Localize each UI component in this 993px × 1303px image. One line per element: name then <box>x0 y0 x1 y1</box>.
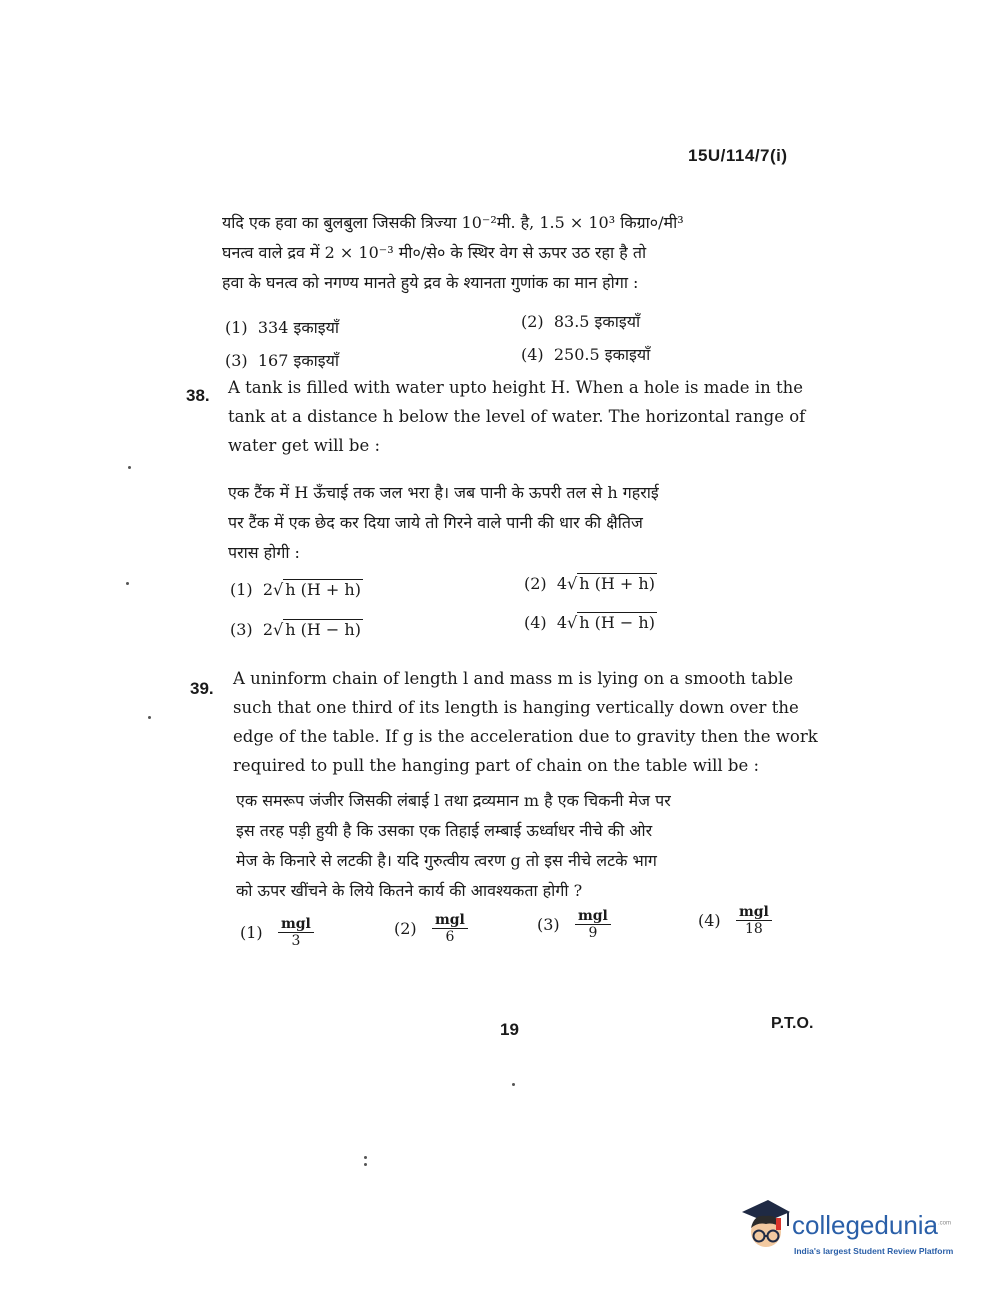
scan-speck <box>128 466 131 469</box>
q38-en-line-1: A tank is filled with water upto height H. When a hole is made in the <box>228 378 803 397</box>
q39-en-line-1: A uninform chain of length l and mass m is lying on a smooth table <box>233 669 794 688</box>
q37-option-1: (1) 334 इकाइयाँ <box>225 318 340 337</box>
q37-hindi-line-3: हवा के घनत्व को नगण्य मानते हुये द्रव के श्यानता गुणांक का मान होगा : <box>222 273 639 292</box>
q38-option-4: (4) 4√ h (H − h) <box>524 613 655 632</box>
q39-hi-line-3: मेज के किनारे से लटकी है। यदि गुरुत्वीय त्वरण g तो इस नीचे लटके भाग <box>236 851 657 870</box>
q39-option-4: (4) $\frac{\text{mgl}}{18}$ <box>698 904 772 937</box>
q37-option-4: (4) 250.5 इकाइयाँ <box>521 345 651 364</box>
q39-option-1: (1) $\frac{\text{mgl}}{3}$ <box>240 916 314 949</box>
q39-hi-line-2: इस तरह पड़ी हुयी है कि उसका एक तिहाई लम्बाई ऊर्ध्वाधर नीचे की ओर <box>236 821 653 840</box>
scan-speck <box>364 1156 367 1159</box>
pto-label: P.T.O. <box>771 1015 814 1032</box>
page-number: 19 <box>500 1020 519 1039</box>
q39-hi-line-1: एक समरूप जंजीर जिसकी लंबाई l तथा द्रव्यमान m है एक चिकनी मेज पर <box>236 791 671 810</box>
q38-hindi-text <box>228 478 828 568</box>
q39-number: 39. <box>190 679 214 698</box>
q39-en-line-2: such that one third of its length is hanging vertically down over the <box>233 698 799 717</box>
scan-speck <box>512 1083 515 1086</box>
q39-option-3: (3) $\frac{\text{mgl}}{9}$ <box>537 908 611 941</box>
scan-speck <box>364 1163 367 1166</box>
q37-option-2: (2) 83.5 इकाइयाँ <box>521 312 641 331</box>
scan-speck <box>126 582 129 585</box>
collegedunia-brand: collegedunia$^{.com}$ <box>792 1210 952 1240</box>
collegedunia-logo-icon <box>738 1198 792 1260</box>
scan-speck <box>148 716 151 719</box>
q37-hindi-line-2: घनत्व वाले द्रव में 2 × 10⁻³ मी०/से० के स्थिर वेग से ऊपर उठ रहा है तो <box>222 243 647 262</box>
q38-hi-line-2: पर टैंक में एक छेद कर दिया जाये तो गिरने वाले पानी की धार की क्षैतिज <box>228 513 643 532</box>
q38-option-3: (3) 2√ h (H − h) <box>230 620 361 639</box>
q39-hindi-text <box>236 786 836 906</box>
q39-hi-line-4: को ऊपर खींचने के लिये कितने कार्य की आवश्यकता होगी ? <box>236 881 583 900</box>
q38-number: 38. <box>186 386 210 405</box>
q39-english-text <box>233 664 833 780</box>
q38-hi-line-3: परास होगी : <box>228 543 300 562</box>
q37-hindi-line-1: यदि एक हवा का बुलबुला जिसकी त्रिज्या 10⁻²मी. है, 1.5 × 10³ किग्रा०/मी³ <box>222 213 684 232</box>
q38-en-line-2: tank at a distance h below the level of water. The horizontal range of <box>228 407 806 426</box>
q39-option-2: (2) $\frac{\text{mgl}}{6}$ <box>394 912 468 945</box>
q37-option-3: (3) 167 इकाइयाँ <box>225 351 340 370</box>
q39-en-line-4: required to pull the hanging part of chain on the table will be : <box>233 756 760 775</box>
q39-en-line-3: edge of the table. If g is the acceleration due to gravity then the work <box>233 727 818 746</box>
q38-english-text <box>228 373 828 460</box>
q37-hindi-text <box>222 208 822 298</box>
q38-option-2: (2) 4√ h (H + h) <box>524 574 655 593</box>
q38-hi-line-1: एक टैंक में H ऊँचाई तक जल भरा है। जब पानी के ऊपरी तल से h गहराई <box>228 483 659 502</box>
collegedunia-tagline: India's largest Student Review Platform <box>794 1246 954 1256</box>
paper-code: 15U/114/7(i) <box>688 146 788 165</box>
q38-en-line-3: water get will be : <box>228 436 381 455</box>
q38-option-1: (1) 2√ h (H + h) <box>230 580 361 599</box>
